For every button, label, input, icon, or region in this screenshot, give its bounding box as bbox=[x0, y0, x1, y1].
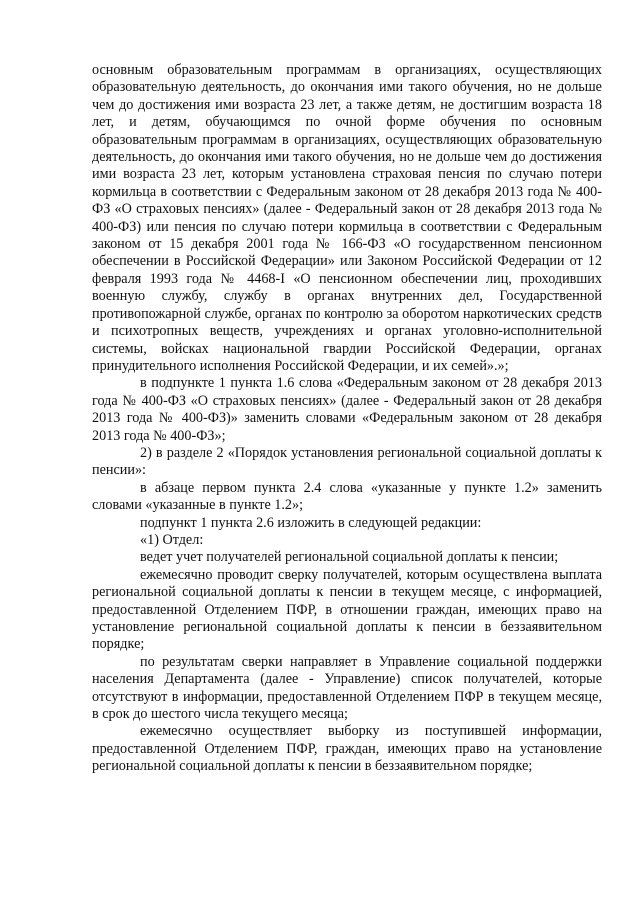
paragraph: основным образовательным программам в организациях, осуществляющих образовательную деятельность, до окончания ими такого обучения, но не дольше чем до достижения ими возраста 23 лет, а также детям, не достигшим возраста 18 лет, и детям, обучающимся по очной форме обучения по основным образовательным программам в организациях, осуществляющих образовательную деятельность, до окончания ими такого обучения, но не дольше чем до достижения ими возраста 23 лет, которым установлена страховая пенсия по случаю потери кормильца в соответствии с Федеральным законом от 28 декабря 2013 года № 400-ФЗ «О страховых пенсиях» (далее - Федеральный закон от 28 декабря 2013 года № 400-ФЗ) или пенсия по случаю потери кормильца в соответствии с Федеральным законом от 15 декабря 2001 года № 166-ФЗ «О государственном пенсионном обеспечении в Российской Федерации» или Законом Российской Федерации от 12 февраля 1993 года № 4468-I «О пенсионном обеспечении лиц, проходивших военную службу, службу в органах внутренних дел, Государственной противопожарной службе, органах по контролю за оборотом наркотических средств и психотропных веществ, учреждениях и органах уголовно-исполнительной системы, войсках национальной гвардии Российской Федерации, органах принудительного исполнения Российской Федерации, и их семей».»; bbox=[92, 62, 602, 374]
document-body bbox=[92, 62, 602, 776]
paragraph: ежемесячно осуществляет выборку из поступившей информации, предоставленной Отделением ПФР, граждан, имеющих право на установление региональной социальной доплаты к пенсии в беззаявительном порядке; bbox=[92, 723, 602, 775]
paragraph: по результатам сверки направляет в Управление социальной поддержки населения Департамента (далее - Управление) список получателей, которые отсутствуют в информации, предоставленной Отделением ПФР в текущем месяце, в срок до шестого числа текущего месяца; bbox=[92, 653, 602, 723]
paragraph: 2) в разделе 2 «Порядок установления региональной социальной доплаты к пенсии»: bbox=[92, 444, 602, 479]
paragraph: «1) Отдел: bbox=[140, 531, 204, 548]
paragraph: в подпункте 1 пункта 1.6 слова «Федеральным законом от 28 декабря 2013 года № 400-ФЗ «О страховых пенсиях» (далее - Федеральный закон от 28 декабря 2013 года № 400-ФЗ)» заменить словами «Федеральным законом от 28 декабря 2013 года № 400-ФЗ»; bbox=[92, 375, 602, 444]
paragraph: ведет учет получателей региональной социальной доплаты к пенсии; bbox=[140, 549, 559, 566]
paragraph: в абзаце первом пункта 2.4 слова «указанные у пункте 1.2» заменить словами «указанные в пункте 1.2»; bbox=[92, 479, 602, 514]
paragraph: подпункт 1 пункта 2.6 изложить в следующей редакции: bbox=[140, 514, 482, 531]
paragraph: ежемесячно проводит сверку получателей, которым осуществлена выплата региональной социальной доплаты к пенсии в текущем месяце, с информацией, предоставленной Отделением ПФР, в отношении граждан, имеющих право на установление региональной социальной доплаты к пенсии в беззаявительном порядке; bbox=[92, 566, 602, 653]
